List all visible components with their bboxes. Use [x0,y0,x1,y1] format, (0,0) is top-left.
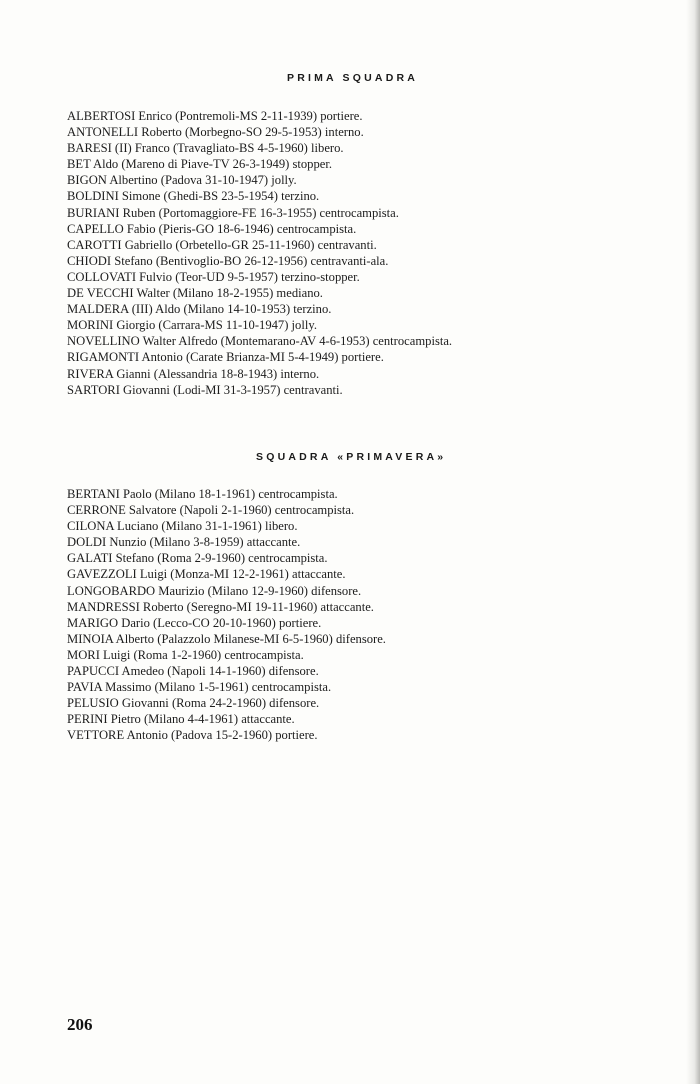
player-entry: CILONA Luciano (Milano 31-1-1961) libero. [67,519,298,534]
player-entry: DE VECCHI Walter (Milano 18-2-1955) mediano. [67,286,323,301]
player-entry: COLLOVATI Fulvio (Teor-UD 9-5-1957) terzino-stopper. [67,269,360,284]
player-entry: MARIGO Dario (Lecco-CO 20-10-1960) portiere. [67,615,322,630]
player-entry: GALATI Stefano (Roma 2-9-1960) centrocampista. [67,551,328,566]
player-entry: VETTORE Antonio (Padova 15-2-1960) portiere. [67,728,318,743]
section-title-primavera: SQUADRA «PRIMAVERA» [256,451,447,463]
player-entry: MORI Luigi (Roma 1-2-1960) centrocampista. [67,647,304,662]
player-entry: MORINI Giorgio (Carrara-MS 11-10-1947) jolly. [67,318,317,333]
player-entry: NOVELLINO Walter Alfredo (Montemarano-AV 4-6-1953) centrocampista. [67,334,453,349]
player-entry: CERRONE Salvatore (Napoli 2-1-1960) centrocampista. [67,503,355,518]
roster-primavera [67,486,386,744]
player-entry: PERINI Pietro (Milano 4-4-1961) attaccante. [67,712,295,727]
player-entry: PAVIA Massimo (Milano 1-5-1961) centrocampista. [67,680,332,695]
player-entry: RIGAMONTI Antonio (Carate Brianza-MI 5-4-1949) portiere. [67,350,384,365]
player-entry: CAROTTI Gabriello (Orbetello-GR 25-11-1960) centravanti. [67,237,377,252]
player-entry: RIVERA Gianni (Alessandria 18-8-1943) interno. [67,366,320,381]
player-entry: GAVEZZOLI Luigi (Monza-MI 12-2-1961) attaccante. [67,567,346,582]
player-entry: CAPELLO Fabio (Pieris-GO 18-6-1946) centrocampista. [67,221,357,236]
player-entry: SARTORI Giovanni (Lodi-MI 31-3-1957) centravanti. [67,382,343,397]
player-entry: BERTANI Paolo (Milano 18-1-1961) centrocampista. [67,487,338,501]
player-entry: LONGOBARDO Maurizio (Milano 12-9-1960) difensore. [67,583,362,598]
page-edge-shadow [686,0,700,1084]
player-entry: PAPUCCI Amedeo (Napoli 14-1-1960) difensore. [67,664,319,679]
player-entry: ANTONELLI Roberto (Morbegno-SO 29-5-1953) interno. [67,125,364,140]
section-title-prima-squadra: PRIMA SQUADRA [287,72,419,84]
player-entry: PELUSIO Giovanni (Roma 24-2-1960) difensore. [67,696,320,711]
player-entry: BIGON Albertino (Padova 31-10-1947) jolly. [67,173,297,188]
player-entry: DOLDI Nunzio (Milano 3-8-1959) attaccante. [67,535,301,550]
player-entry: CHIODI Stefano (Bentivoglio-BO 26-12-1956) centravanti-ala. [67,253,389,268]
player-entry: ALBERTOSI Enrico (Pontremoli-MS 2-11-1939) portiere. [67,109,363,123]
player-entry: BARESI (II) Franco (Travagliato-BS 4-5-1960) libero. [67,141,344,156]
player-entry: MALDERA (III) Aldo (Milano 14-10-1953) terzino. [67,302,332,317]
player-entry: BET Aldo (Mareno di Piave-TV 26-3-1949) stopper. [67,157,333,172]
page-number: 206 [67,1015,93,1034]
player-entry: MINOIA Alberto (Palazzolo Milanese-MI 6-5-1960) difensore. [67,631,386,646]
roster-prima-squadra [67,108,452,398]
player-entry: MANDRESSI Roberto (Seregno-MI 19-11-1960) attaccante. [67,599,374,614]
player-entry: BOLDINI Simone (Ghedi-BS 23-5-1954) terzino. [67,189,320,204]
player-entry: BURIANI Ruben (Portomaggiore-FE 16-3-1955) centrocampista. [67,205,399,220]
